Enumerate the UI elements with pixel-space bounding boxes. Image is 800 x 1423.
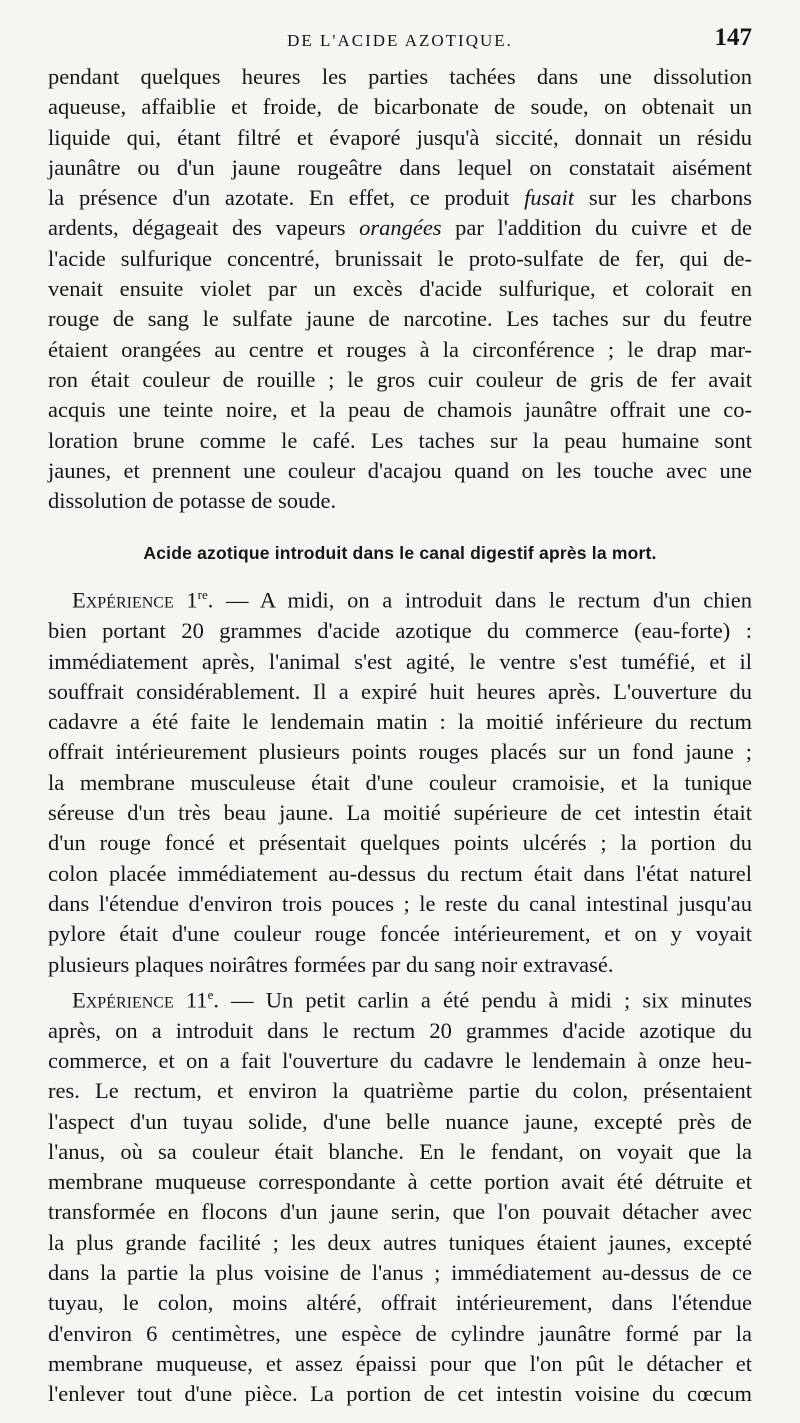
text-line: la plus grande facilité ; les deux autres tuniques étaient jaunes, excepté [48,1229,752,1255]
body-text [48,62,752,1409]
running-title: DE L'ACIDE AZOTIQUE. [287,31,513,50]
text-line: l'acide sulfurique concentré, brunissait le proto-sulfate de fer, qui de- [48,245,752,271]
text-line: d'environ 6 centimètres, une espèce de cylindre jaunâtre formé par la [48,1320,752,1346]
text-line: rouge de sang le sulfate jaune de narcotine. Les taches sur du feutre [48,306,752,332]
page-number: 147 [714,24,752,51]
text-line: colon placée immédiatement au-dessus du rectum était dans l'état naturel [48,860,752,886]
text-line: l'enlever tout d'une pièce. La portion de cet intestin voisine du cœcum [48,1381,752,1407]
text-line: plusieurs plaques noirâtres formées par du sang noir extravasé. [48,951,614,977]
text-line: immédiatement après, l'animal s'est agité, le ventre s'est tuméfié, et il [48,648,752,674]
experiment-ordinal-suffix: e [207,986,214,1002]
text-line [48,183,752,213]
text-line: venait ensuite violet par un excès d'acide sulfurique, et colorait en [48,276,752,302]
text-line [48,213,752,243]
text-line: bien portant 20 grammes d'acide azotique du commerce (eau-forte) : [48,618,752,644]
text-line: aqueuse, affaiblie et froide, de bicarbonate de soude, on obtenait un [48,94,752,120]
text-line: étaient orangées au centre et rouges à la circonférence ; le drap mar- [48,336,752,362]
experiment-ordinal: 11 [185,987,208,1013]
text-segment: la présence d'un azotate. En effet, ce produit [48,185,525,211]
experiment-label: Expérience [72,987,174,1013]
text-segment: . — A midi, on a introduit dans le rectum d'un chien [207,587,752,613]
experiment-2 [48,980,752,1410]
paragraph-continuation [48,62,752,516]
text-line [48,980,752,1016]
text-line [48,580,752,616]
text-line: membrane muqueuse, et assez épaissi pour que l'on pût le détacher et [48,1350,752,1376]
text-line: dans l'étendue d'environ trois pouces ; le reste du canal intestinal jusqu'au [48,890,752,916]
text-line: liquide qui, étant filtré et évaporé jusqu'à siccité, donnait un résidu [48,124,752,150]
experiment-ordinal: 1 [186,587,198,613]
text-line: l'anus, où sa couleur était blanche. En le fendant, on voyait que la [48,1138,752,1164]
text-segment: par l'addition du cuivre et de [441,215,753,241]
text-line: pylore était d'une couleur rouge foncée intérieurement, et on y voyait [48,921,752,947]
text-line: jaunes, et prennent une couleur d'acajou quand on les touche avec une [48,457,752,483]
italic-term: orangées [359,215,442,241]
text-line: transformée en flocons d'un jaune serin, que l'on pouvait détacher avec [48,1199,752,1225]
text-line: offrait intérieurement plusieurs points rouges placés sur un fond jaune ; [48,739,752,765]
text-line: dissolution de potasse de soude. [48,488,337,514]
text-line: commerce, et on a fait l'ouverture du cadavre le lendemain à onze heu- [48,1047,752,1073]
experiment-label: Expérience [72,587,174,613]
text-line: res. Le rectum, et environ la quatrième partie du colon, présentaient [48,1078,752,1104]
text-line: loration brune comme le café. Les taches sur la peau humaine sont [48,427,752,453]
text-line: jaunâtre ou d'un jaune rougeâtre dans lequel on constatait aisément [48,154,752,180]
text-line: la membrane musculeuse était d'une couleur cramoisie, et la tunique [48,769,752,795]
text-line: cadavre a été faite le lendemain matin : la moitié inférieure du rectum [48,709,752,735]
experiment-1 [48,580,752,979]
text-line: acquis une teinte noire, et la peau de chamois jaunâtre offrait une co- [48,397,752,423]
text-line: l'aspect d'un tuyau solide, d'une belle nuance jaune, excepté près de [48,1108,752,1134]
text-segment: sur les charbons [574,185,753,211]
text-segment: . — Un petit carlin a été pendu à midi ; six minutes [213,987,752,1013]
text-line: dans la partie la plus voisine de l'anus ; immédiatement au-dessus de ce [48,1259,752,1285]
text-line: souffrait considérablement. Il a expiré huit heures après. L'ouverture du [48,678,752,704]
text-line: tuyau, le colon, moins altéré, offrait intérieurement, dans l'étendue [48,1290,752,1316]
text-line: pendant quelques heures les parties tachées dans une dissolution [48,64,752,89]
italic-term: fusait [524,185,575,211]
section-heading: Acide azotique introduit dans le canal digestif après la mort. [143,543,657,564]
text-line: séreuse d'un très beau jaune. La moitié supérieure de cet intestin était [48,800,752,826]
experiment-ordinal-suffix: re [197,587,208,603]
section-spacer [48,516,752,538]
text-line: d'un rouge foncé et présentait quelques points ulcérés ; la portion du [48,830,752,856]
text-line: ron était couleur de rouille ; le gros cuir couleur de gris de fer avait [48,366,752,392]
text-segment: ardents, dégageait des vapeurs [48,215,360,241]
text-line: membrane muqueuse correspondante à cette portion avait été détruite et [48,1169,752,1195]
text-line: après, on a introduit dans le rectum 20 grammes d'acide azotique du [48,1017,752,1043]
page-header [48,24,752,58]
